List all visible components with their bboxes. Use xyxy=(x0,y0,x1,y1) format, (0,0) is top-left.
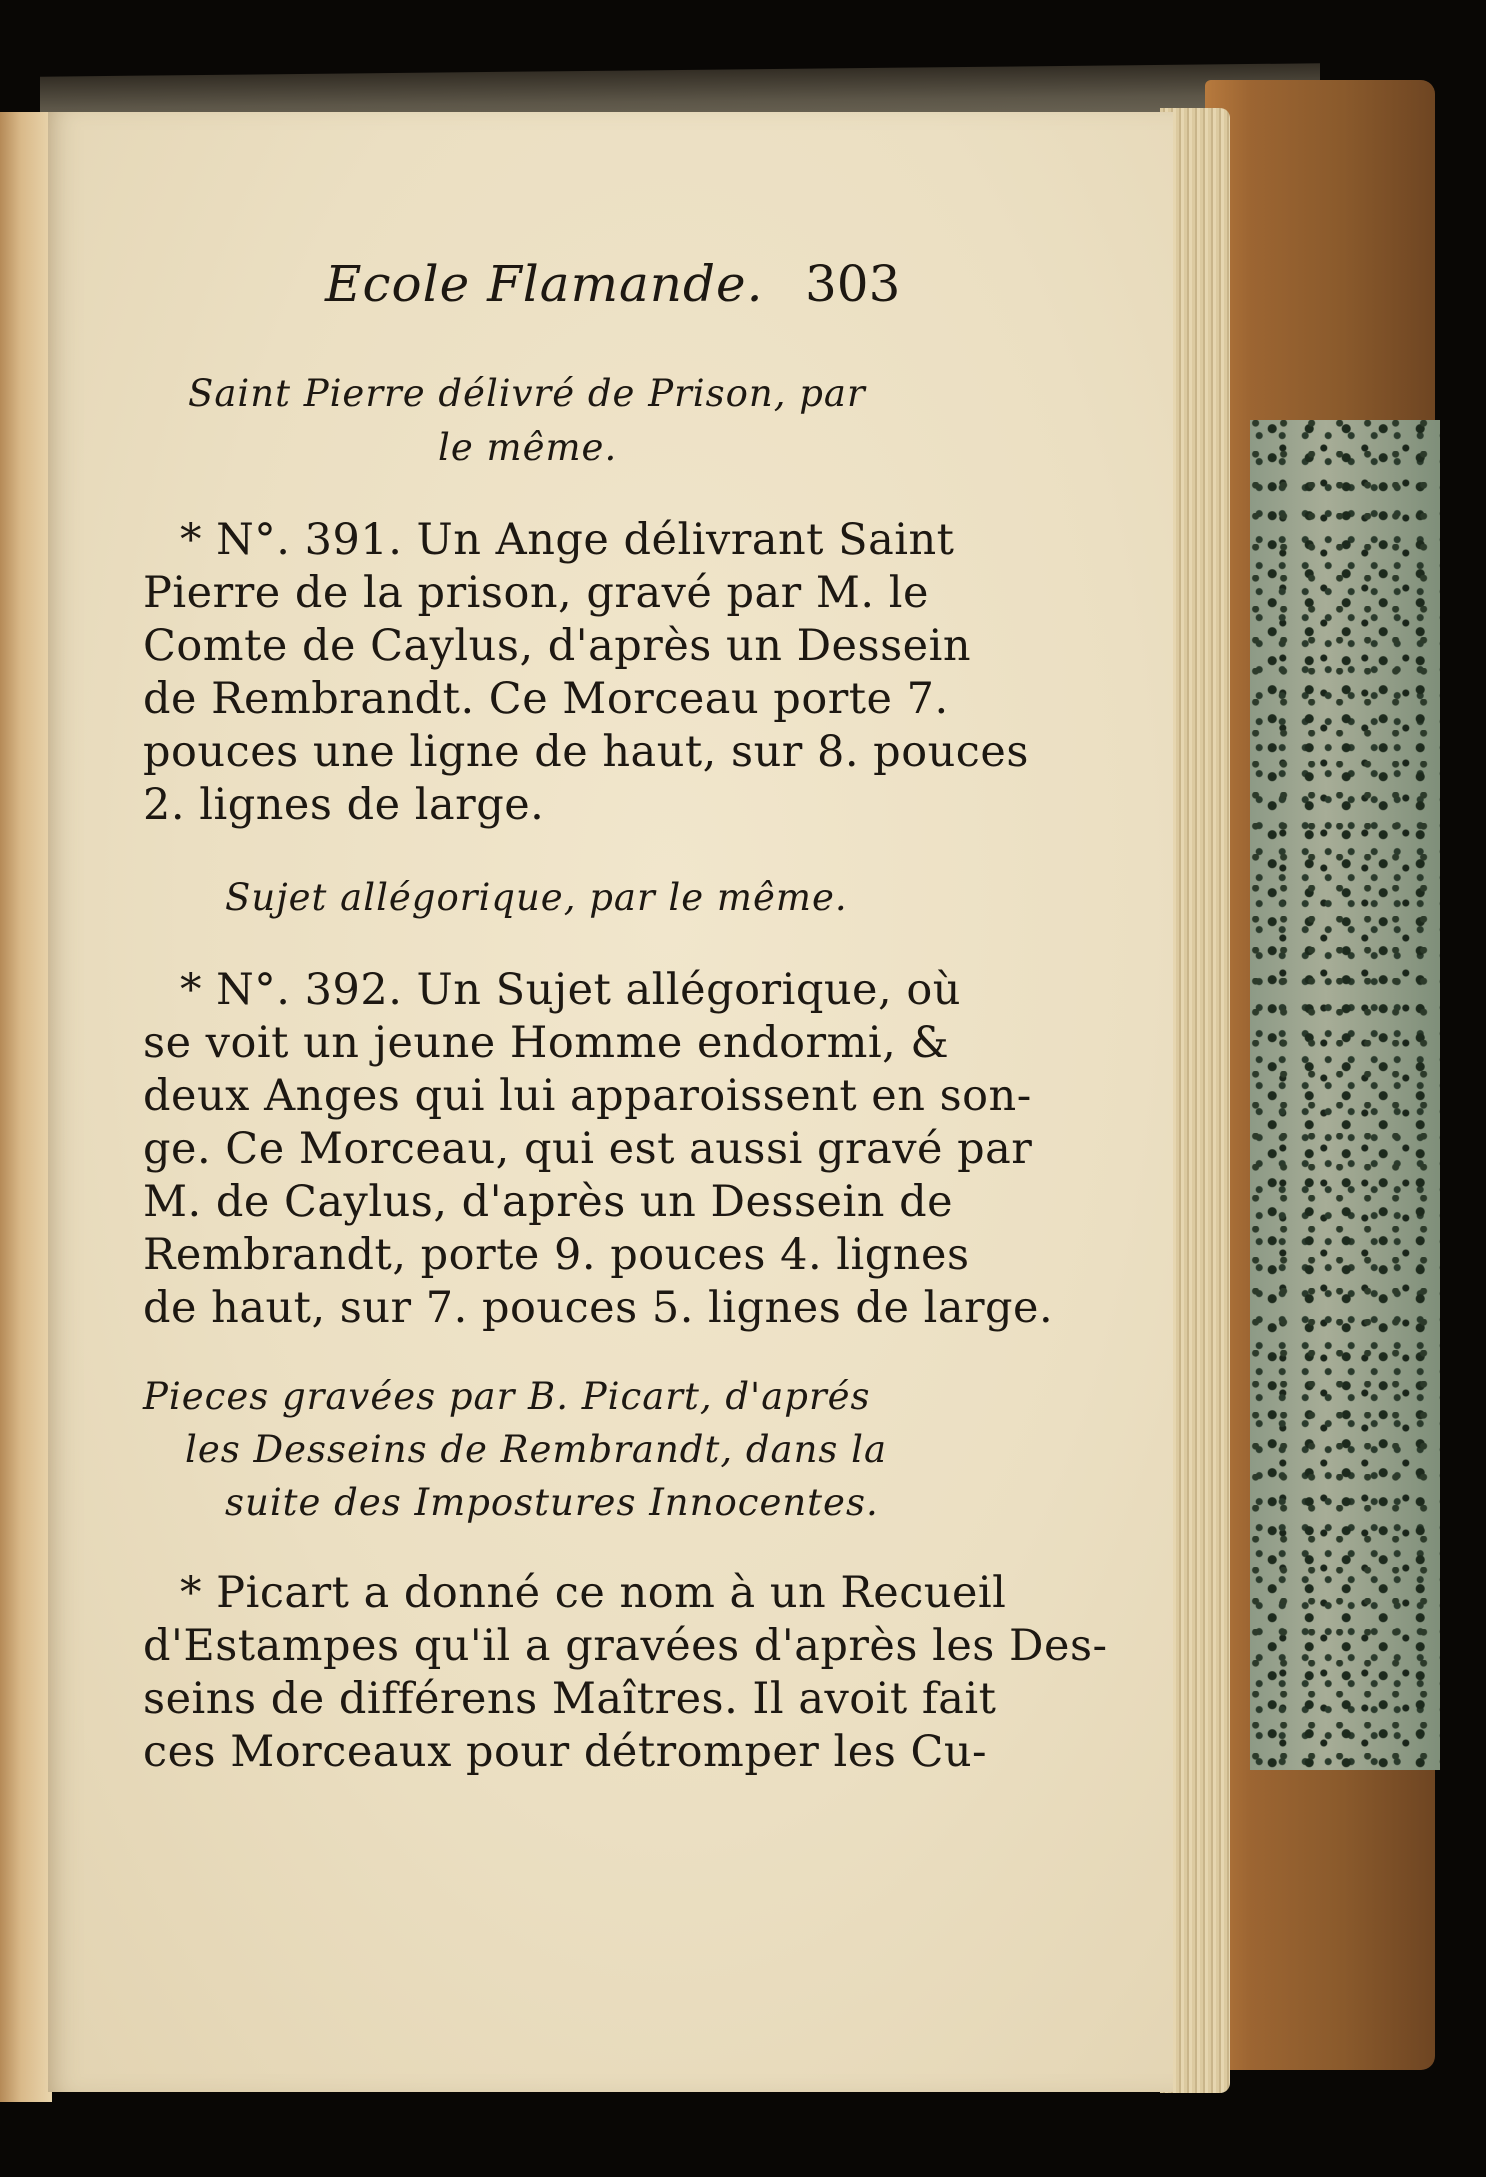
section-heading: Sujet allégorique, par le même. xyxy=(225,876,848,919)
body-line: seins de différens Maîtres. Il avoit fait xyxy=(143,1674,997,1724)
body-line: deux Anges qui lui apparoissent en son- xyxy=(143,1071,1032,1121)
body-line: Comte de Caylus, d'après un Dessein xyxy=(143,621,972,671)
body-line: M. de Caylus, d'après un Dessein de xyxy=(143,1177,954,1227)
section-heading: Saint Pierre délivré de Prison, par xyxy=(188,372,866,415)
running-head: Ecole Flamande. xyxy=(325,255,764,313)
page-number: 303 xyxy=(805,255,901,313)
body-line: d'Estampes qu'il a gravées d'après les Des- xyxy=(143,1621,1108,1671)
body-line: * N°. 392. Un Sujet allégorique, où xyxy=(180,965,961,1015)
section-heading: les Desseins de Rembrandt, dans la xyxy=(185,1428,888,1471)
body-line: Rembrandt, porte 9. pouces 4. lignes xyxy=(143,1230,970,1280)
section-heading: le même. xyxy=(438,426,618,469)
body-line: Pierre de la prison, gravé par M. le xyxy=(143,568,929,618)
body-line: * N°. 391. Un Ange délivrant Saint xyxy=(180,515,955,565)
body-line: ces Morceaux pour détromper les Cu- xyxy=(143,1727,988,1777)
body-line: pouces une ligne de haut, sur 8. pouces xyxy=(143,727,1029,777)
body-line: de Rembrandt. Ce Morceau porte 7. xyxy=(143,674,949,724)
facing-page-edge xyxy=(0,112,52,2102)
section-heading: suite des Impostures Innocentes. xyxy=(225,1481,879,1524)
section-heading: Pieces gravées par B. Picart, d'aprés xyxy=(143,1375,871,1418)
marbled-cover-paper xyxy=(1250,420,1440,1770)
body-line: 2. lignes de large. xyxy=(143,780,545,830)
body-line: se voit un jeune Homme endormi, & xyxy=(143,1018,950,1068)
body-line: de haut, sur 7. pouces 5. lignes de large. xyxy=(143,1283,1054,1333)
body-line: * Picart a donné ce nom à un Recueil xyxy=(180,1568,1007,1618)
body-line: ge. Ce Morceau, qui est aussi gravé par xyxy=(143,1124,1033,1174)
